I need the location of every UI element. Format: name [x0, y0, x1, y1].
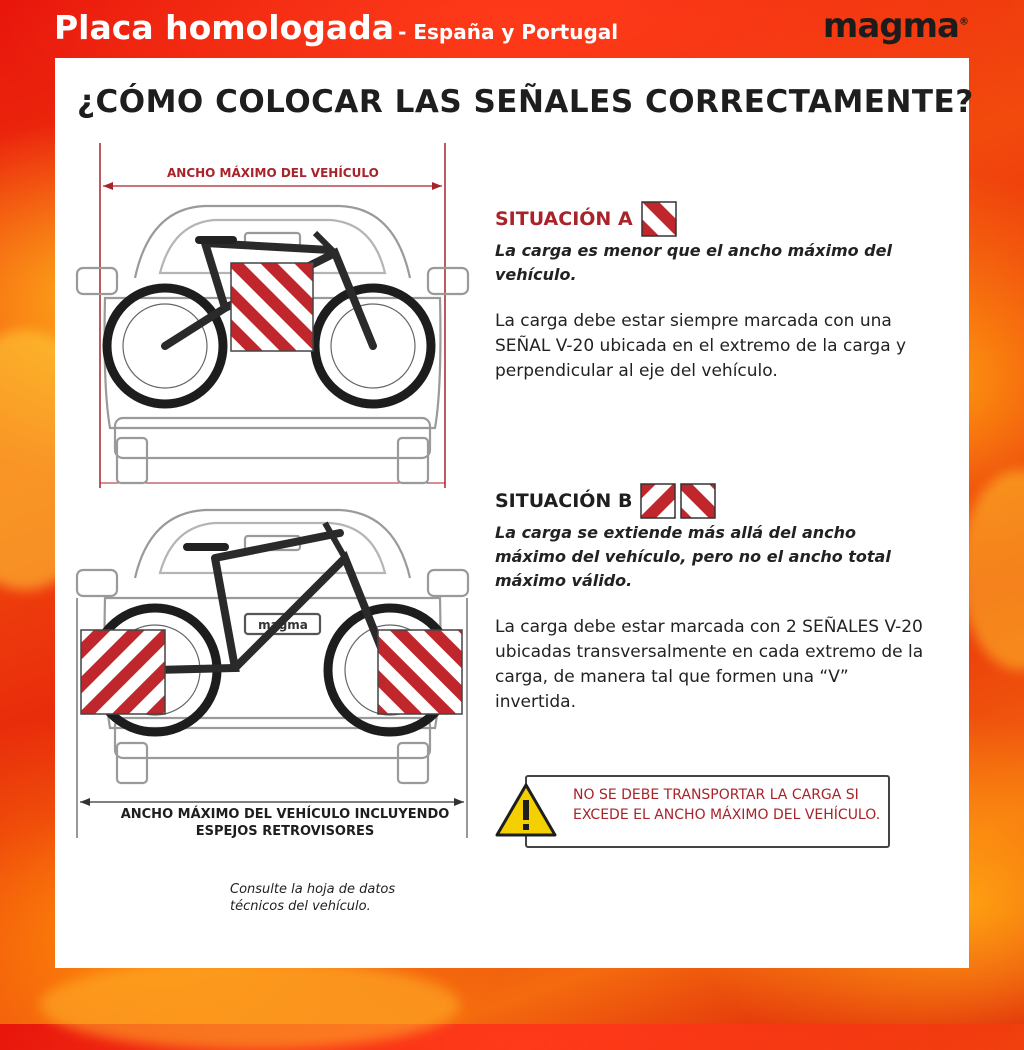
situation-b [495, 483, 955, 715]
vehicle-diagram [55, 58, 495, 878]
datasheet-note: Consulte la hoja de datos técnicos del vehículo. [230, 882, 396, 914]
v20-sign-a [231, 263, 313, 351]
situation-a [495, 201, 955, 384]
vehicle-figure [55, 58, 495, 958]
license-plate-text: magma [258, 618, 308, 632]
situation-a-body: La carga debe estar siempre marcada con una SEÑAL V-20 ubicada en el extremo de la carga y perpendicular al eje del vehículo. [495, 311, 907, 381]
background-swirl [40, 960, 460, 1050]
v20-sign-icon [641, 201, 677, 237]
warning-triangle-icon [495, 782, 557, 838]
double-v20-sign-icon [640, 483, 718, 519]
warning-box [495, 772, 895, 852]
v20-sign-b-right [378, 630, 462, 714]
warning-text: NO SE DEBE TRANSPORTAR LA CARGA SI EXCEDE EL ANCHO MÁXIMO DEL VEHÍCULO. [525, 775, 890, 848]
situation-a-title: SITUACIÓN A [495, 208, 633, 230]
v20-sign-b-left [81, 630, 165, 714]
top-dimension-label: ANCHO MÁXIMO DEL VEHÍCULO [167, 166, 379, 180]
header-title: Placa homologada - España y Portugal [54, 8, 619, 47]
situation-b-title: SITUACIÓN B [495, 490, 633, 512]
page-title: ¿CÓMO COLOCAR LAS SEÑALES CORRECTAMENTE? [77, 84, 974, 120]
brand-logo: magma® [822, 6, 968, 46]
situation-a-subtitle: La carga es menor que el ancho máximo del vehículo. [495, 241, 892, 284]
situation-b-body: La carga debe estar marcada con 2 SEÑALES V-20 ubicadas transversalmente en cada extremo de la carga, de manera tal que formen una “V” invertida. [495, 617, 924, 712]
content-panel [55, 58, 974, 968]
situation-b-subtitle: La carga se extiende más allá del ancho máximo del vehículo, pero no el ancho total máximo válido. [495, 523, 891, 590]
bottom-dimension-label: ANCHO MÁXIMO DEL VEHÍCULO INCLUYENDO ESPEJOS RETROVISORES [120, 807, 450, 839]
background-swirl [960, 470, 1024, 670]
header-subtitle: - España y Portugal [398, 20, 619, 44]
